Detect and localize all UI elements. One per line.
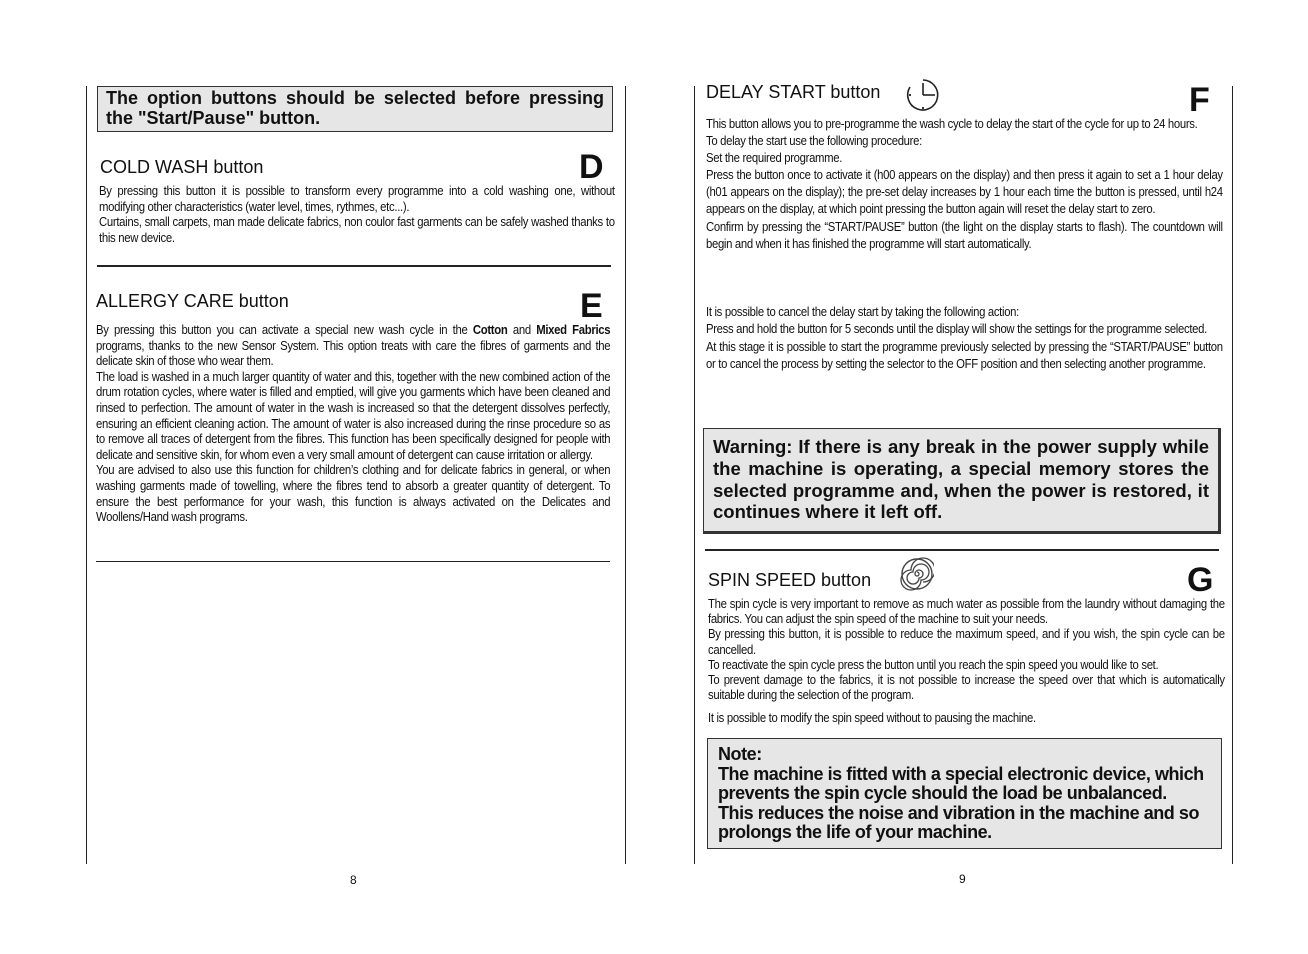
spin-speed-paragraph: The spin cycle is very important to remove as much water as possible from the laundry without damaging the fabrics. You can adjust the spin speed of the machine to suit your needs. [708, 597, 1225, 627]
cold-wash-heading: COLD WASH button [100, 157, 264, 177]
cold-wash-paragraph: By pressing this button it is possible to transform every programme into a cold washing one, without modifying other characteristics (water level, times, rythmes, etc...). [99, 184, 615, 214]
section-divider [96, 561, 610, 562]
delay-cancel-text [706, 304, 1223, 374]
cold-wash-text [99, 184, 615, 246]
delay-start-paragraph: Confirm by pressing the “START/PAUSE” button (the light on the display starts to flash). The countdown will begin and when it has finished the programme will start automatically. [706, 219, 1223, 251]
left-page-right-border [625, 86, 626, 864]
spiral-icon [900, 557, 934, 591]
section-letter-f: F [1189, 81, 1210, 119]
delay-start-paragraph: To delay the start use the following procedure: [706, 134, 922, 149]
note-label: Note: [718, 744, 762, 764]
section-divider [97, 265, 611, 267]
section-divider [705, 549, 1219, 551]
clock-icon [904, 77, 942, 113]
note-line: This reduces the noise and vibration in the machine and so prolongs the life of your machine. [718, 802, 1200, 843]
power-warning-box: Warning: If there is any break in the power supply while the machine is operating, a special memory stores the selected programme and, when the power is restored, it continues where it left off. [703, 428, 1221, 534]
page-number-right: 9 [959, 872, 966, 886]
note-line: The machine is fitted with a special electronic device, which prevents the spin cycle should the load be unbalanced. [718, 763, 1204, 804]
cold-wash-paragraph: Curtains, small carpets, man made delicate fabrics, non coulor fast garments can be safely washed thanks to this new device. [99, 215, 615, 245]
spin-speed-text [708, 597, 1225, 727]
section-letter-d: D [579, 148, 604, 186]
delay-cancel-paragraph: It is possible to cancel the delay start by taking the following action: [706, 305, 1019, 319]
allergy-care-paragraph: The load is washed in a much larger quantity of water and this, together with the new combined action of the drum rotation cycles, where water is filled and emptied, will give you garments which have been cleaned and rinsed to perfection. The amount of water in the wash is increased so that the detergent dissolves perfectly, ensuring an efficient cleaning action. The amount of water is also increased during the rinse procedure so as to remove all traces of detergent from the fibres. This function has been specifically designed for people with delicate and sensitive skin, for whom even a very small amount of detergent can cause irritation or allergy. [96, 369, 611, 462]
delay-start-paragraph: Press the button once to activate it (h00 appears on the display) and then press it again to set a 1 hour delay (h01 appears on the display); the pre-set delay increases by 1 hour each time the button is pressed, until h24 appears on the display, at which point pressing the button again will reset the delay start to zero. [706, 168, 1223, 217]
delay-cancel-paragraph: Press and hold the button for 5 seconds until the display will show the settings for the programme selected. [706, 322, 1207, 337]
allergy-care-text [96, 323, 610, 526]
allergy-care-paragraph: You are advised to also use this function for children’s clothing and for delicate fabrics in general, or when washing garments made of towelling, where the fibres tend to absorb a greater quantity of detergent. To ensure the best performance for your wash, this function is always activated on the Delicates and Woollens/Hand wash programs. [96, 463, 611, 525]
delay-start-paragraph: Set the required programme. [706, 151, 843, 166]
unbalanced-load-note-box [707, 738, 1222, 849]
section-letter-e: E [580, 287, 603, 325]
right-page-left-border [694, 86, 695, 864]
right-page-right-border [1232, 86, 1233, 864]
page-number-left: 8 [350, 873, 357, 887]
spin-speed-heading: SPIN SPEED button [708, 570, 872, 590]
delay-cancel-paragraph: At this stage it is possible to start the programme previously selected by pressing the “START/PAUSE” button or to cancel the process by setting the selector to the OFF position and then selecting another programme. [706, 339, 1223, 372]
section-letter-g: G [1187, 561, 1214, 599]
delay-start-heading: DELAY START button [706, 82, 881, 102]
spin-speed-paragraph: It is possible to modify the spin speed without to pausing the machine. [708, 711, 1036, 726]
spin-speed-paragraph: By pressing this button, it is possible to reduce the maximum speed, and if you wish, the spin cycle can be cancelled. [708, 627, 1225, 657]
spin-speed-paragraph: To reactivate the spin cycle press the button until you reach the spin speed you would like to set. [708, 657, 1159, 672]
delay-start-text [706, 116, 1223, 253]
delay-start-paragraph: This button allows you to pre-programme the wash cycle to delay the start of the cycle for up to 24 hours. [706, 117, 1198, 131]
options-note-box: The option buttons should be selected before pressing the "Start/Pause" button. [97, 86, 613, 132]
spin-speed-paragraph: To prevent damage to the fabrics, it is not possible to increase the speed over that which is automatically suitable during the selection of the program. [708, 673, 1225, 703]
allergy-care-paragraph: By pressing this button you can activate a special new wash cycle in the Cotton and Mixed Fabrics programs, thanks to the new Sensor System. This option treats with care the fibres of garments and the delicate skin of those who wear them. [96, 323, 611, 369]
allergy-care-heading: ALLERGY CARE button [96, 291, 289, 311]
left-page-left-border [86, 86, 87, 864]
